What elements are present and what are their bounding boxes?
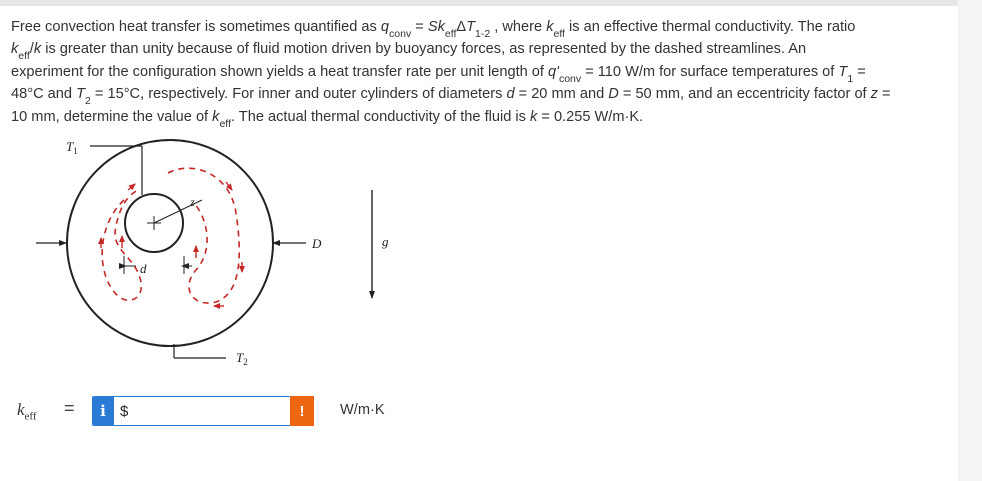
eccentric-cylinders-diagram — [30, 138, 400, 373]
answer-row — [17, 395, 437, 427]
D-label: D — [312, 236, 322, 251]
z-label: z — [190, 195, 195, 209]
right-scroll-strip — [958, 0, 982, 481]
warning-icon[interactable]: ! — [290, 396, 314, 426]
keff-label: $k_{eff}$ — [17, 400, 37, 423]
T1-label: $T_1$ — [66, 139, 78, 156]
d-label: d — [140, 261, 147, 276]
keff-answer-input[interactable] — [114, 396, 295, 426]
equals-sign: = — [64, 398, 75, 418]
problem-statement: Free convection heat transfer is sometimes quantified as $q_{conv} = Sk_{eff}\Delta T_{1-2}$ , where $k_{eff}$ is an effective thermal conductivity. The ratio $k_{eff}/k$ is greater than unity because of fluid motion driven by buoyancy forces, as represented by the dashed streamlines. An experiment for the configuration shown yields a heat transfer rate per unit length of $q'_{conv} = 110$ W/m for surface temperatures of $T_1$ = 48°C and $T_2 = 15^\circ C$, respectively. For inner and outer cylinders of diameters d = 20 mm and D = 50 mm, and an eccentricity factor of z = 10 mm, determine the value of $k_{eff}$. The actual thermal conductivity of the fluid is k = 0.255 W/m·K. — [11, 19, 891, 130]
units-label: W/m·K — [340, 402, 385, 418]
top-divider — [0, 0, 958, 6]
g-label: g — [382, 234, 389, 249]
info-icon[interactable]: i — [92, 396, 114, 426]
T2-label: $T_2$ — [236, 350, 248, 367]
